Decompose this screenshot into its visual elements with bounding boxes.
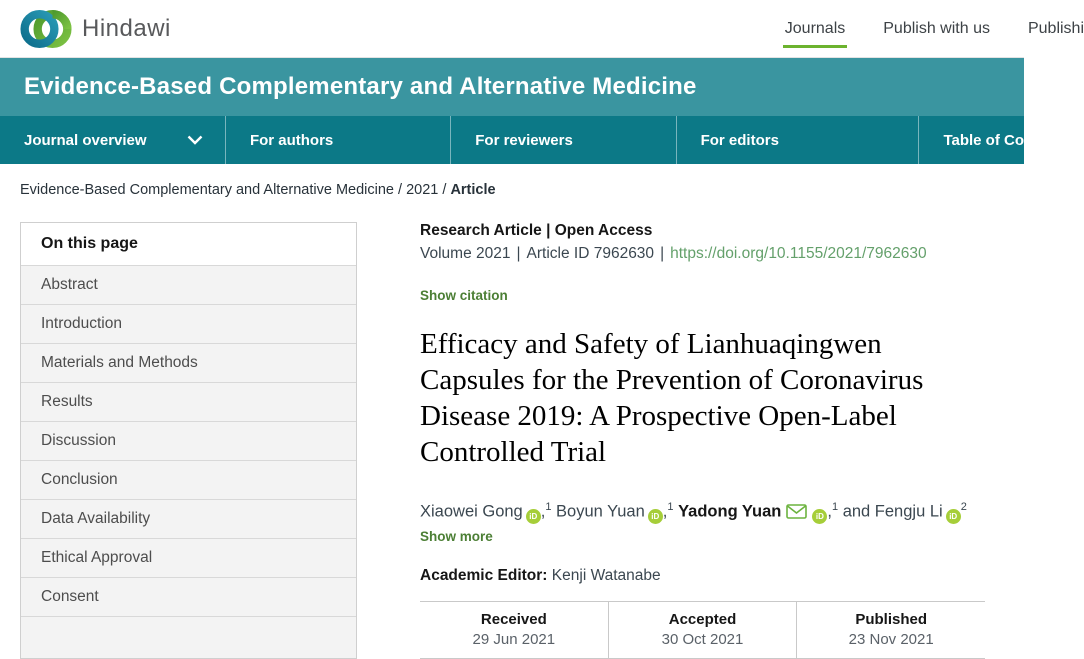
date-published xyxy=(796,602,985,658)
brand-name: Hindawi xyxy=(82,14,171,42)
journal-nav-overview-label: Journal overview xyxy=(24,131,147,149)
date-label: Published xyxy=(855,610,928,628)
top-nav-publishing[interactable]: Publishi xyxy=(1027,19,1084,37)
breadcrumb-separator: / xyxy=(438,182,451,198)
breadcrumb-current: Article xyxy=(450,182,496,198)
article-header xyxy=(420,222,985,659)
author-delimiter: , xyxy=(827,502,832,521)
sidebar-title: On this page xyxy=(21,223,356,266)
article-id: Article ID 7962630 xyxy=(526,245,655,262)
article-title: Efficacy and Safety of Lianhuaqingwen Capsules for the Prevention of Coronavirus Disease 2019: A Prospective Open-Label Controlled Trial xyxy=(420,328,924,468)
sidebar-item-ethical-approval[interactable]: Ethical Approval xyxy=(21,539,356,578)
breadcrumb-journal[interactable]: Evidence-Based Complementary and Alternative Medicine xyxy=(20,182,394,198)
journal-banner xyxy=(0,58,1024,116)
date-received xyxy=(420,602,608,658)
date-accepted xyxy=(608,602,797,658)
academic-editor-label: Academic Editor: xyxy=(420,566,548,584)
sidebar-item-data-availability[interactable]: Data Availability xyxy=(21,500,356,539)
author-affiliation-sup: 1 xyxy=(667,501,674,513)
date-label: Received xyxy=(480,610,547,628)
journal-title[interactable]: Evidence-Based Complementary and Alternative Medicine xyxy=(24,73,697,100)
journal-nav-overview[interactable] xyxy=(0,116,225,164)
chevron-down-icon xyxy=(187,135,203,145)
author-delimiter: , xyxy=(540,502,546,521)
show-more-link[interactable]: Show more xyxy=(420,528,493,544)
article-type: Research Article | Open Access xyxy=(420,222,653,239)
top-nav-journals[interactable]: Journals xyxy=(785,14,845,44)
academic-editor-name: Kenji Watanabe xyxy=(551,566,661,584)
sidebar-item-results[interactable]: Results xyxy=(21,383,356,422)
top-nav xyxy=(785,14,1084,44)
author-name[interactable]: Boyun Yuan xyxy=(556,502,645,521)
volume-label: Volume 2021 xyxy=(420,245,511,262)
site-header xyxy=(0,0,1084,58)
email-icon[interactable] xyxy=(786,504,807,519)
orcid-icon[interactable]: iD xyxy=(526,509,541,524)
date-value: 29 Jun 2021 xyxy=(472,630,556,648)
author-affiliation-sup: 1 xyxy=(831,501,839,513)
author-list xyxy=(420,494,985,525)
journal-nav-for-authors[interactable]: For authors xyxy=(225,116,450,164)
breadcrumb-year[interactable]: 2021 xyxy=(406,182,439,198)
orcid-icon[interactable]: iD xyxy=(648,509,663,524)
hindawi-logo[interactable] xyxy=(20,8,171,50)
breadcrumb-separator: / xyxy=(393,182,407,198)
author-affiliation-sup: 1 xyxy=(545,501,552,513)
academic-editor xyxy=(420,567,985,585)
sidebar-item-conclusion[interactable]: Conclusion xyxy=(21,461,356,500)
sidebar-item-abstract[interactable]: Abstract xyxy=(21,266,356,305)
show-citation-link[interactable]: Show citation xyxy=(420,288,508,303)
journal-nav xyxy=(0,116,1024,164)
date-value: 30 Oct 2021 xyxy=(661,630,744,648)
journal-nav-for-editors[interactable]: For editors xyxy=(676,116,919,164)
top-nav-publish-with-us[interactable]: Publish with us xyxy=(883,19,990,37)
author-affiliation-sup: 2 xyxy=(960,501,967,513)
sidebar-item-consent[interactable]: Consent xyxy=(21,578,356,617)
on-this-page-sidebar xyxy=(20,222,357,659)
sidebar-item-materials-and-methods[interactable]: Materials and Methods xyxy=(21,344,356,383)
article-dates-table xyxy=(420,601,985,659)
author-name-corresponding[interactable]: Yadong Yuan xyxy=(678,502,782,521)
author-delimiter: , xyxy=(662,502,668,521)
date-value: 23 Nov 2021 xyxy=(848,630,934,648)
sidebar-item-discussion[interactable]: Discussion xyxy=(21,422,356,461)
doi-link[interactable]: https://doi.org/10.1155/2021/7962630 xyxy=(670,245,927,262)
orcid-icon[interactable]: iD xyxy=(946,509,961,524)
date-label: Accepted xyxy=(668,610,737,628)
hindawi-rings-icon xyxy=(20,8,72,50)
sidebar-item-introduction[interactable]: Introduction xyxy=(21,305,356,344)
journal-nav-table-of-contents[interactable]: Table of Co xyxy=(918,116,1024,164)
sidebar-item-partial[interactable] xyxy=(21,617,356,631)
author-name[interactable]: Xiaowei Gong xyxy=(420,502,523,521)
author-name[interactable]: and Fengju Li xyxy=(842,502,943,521)
orcid-icon[interactable]: iD xyxy=(812,509,827,524)
journal-nav-for-reviewers[interactable]: For reviewers xyxy=(450,116,675,164)
article-meta: Volume 2021 | Article ID 7962630 | https://doi.org/10.1155/2021/7962630 xyxy=(420,245,927,262)
breadcrumb xyxy=(20,182,1024,198)
